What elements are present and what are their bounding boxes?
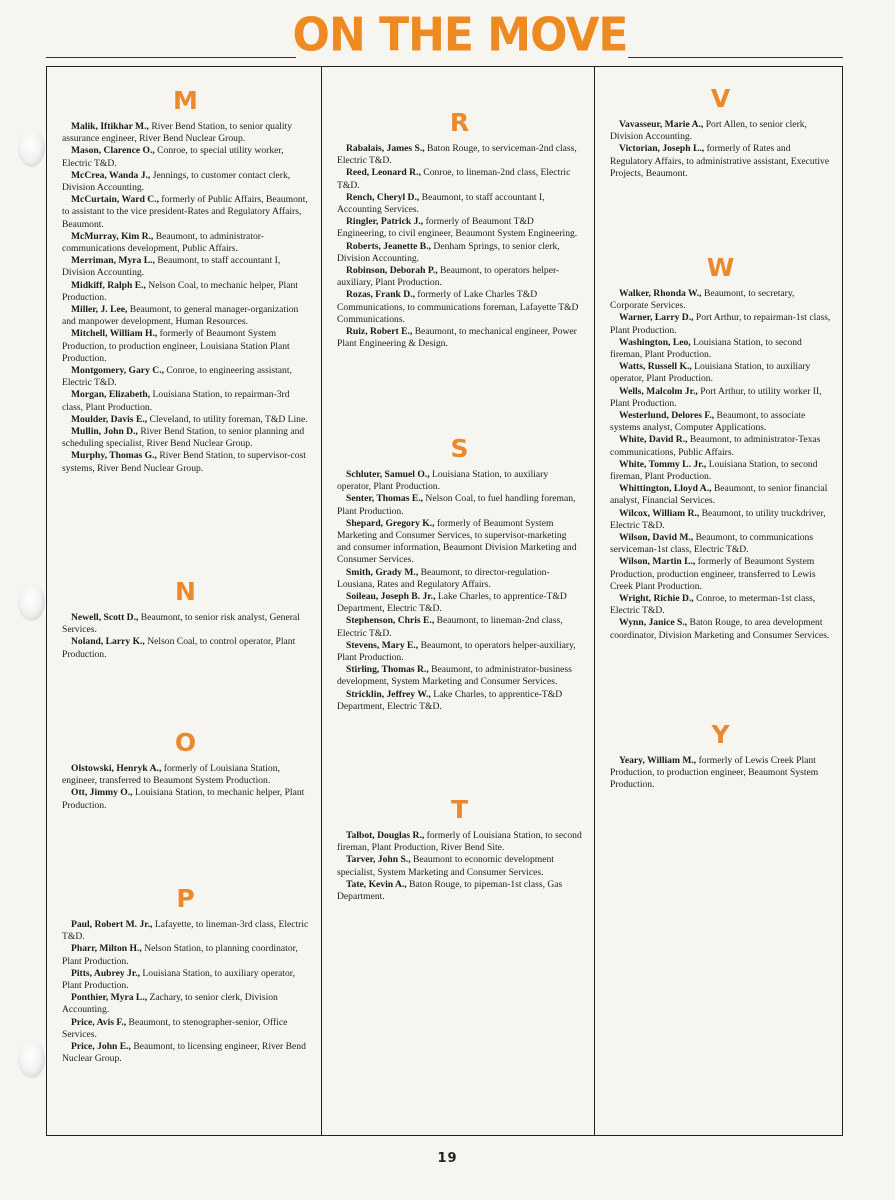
- employee-name: Stephenson, Chris E.,: [346, 615, 435, 627]
- employee-name: Ringler, Patrick J.,: [346, 216, 424, 228]
- employee-name: Montgomery, Gary C.,: [71, 365, 164, 377]
- assignment-text: Baton Rouge, to serviceman-2nd class, Electric T&D.: [337, 143, 577, 167]
- employee-name: Newell, Scott D.,: [71, 612, 139, 623]
- page-title: ON THE MOVE: [292, 8, 628, 63]
- personnel-entry: [337, 216, 582, 240]
- employee-name: Warner, Larry D.,: [619, 312, 694, 324]
- section-R: [337, 109, 582, 350]
- assignment-text: Louisiana Station, to second fireman, Plant Production.: [610, 458, 818, 483]
- assignment-text: Beaumont to economic development specialist, System Marketing and Consumer Services.: [337, 854, 554, 878]
- assignment-text: Beaumont, to administrator-business development, System Marketing and Consumer Services.: [337, 664, 572, 688]
- personnel-entry: [610, 337, 831, 361]
- employee-name: Schluter, Samuel O.,: [346, 469, 430, 480]
- assignment-text: Zachary, to senior clerk, Division Accounting.: [62, 992, 278, 1016]
- assignment-text: Jennings, to customer contact clerk, Division Accounting.: [62, 169, 291, 194]
- personnel-entry: [337, 143, 582, 167]
- assignment-text: Denham Springs, to senior clerk, Division Accounting.: [337, 240, 560, 264]
- assignment-text: Nelson Coal, to control operator, Plant Production.: [62, 636, 296, 660]
- personnel-entry: [62, 365, 309, 389]
- personnel-entry: [62, 1017, 309, 1041]
- personnel-entry: [610, 434, 831, 458]
- assignment-text: Beaumont, to operators helper-auxiliary, Plant Production.: [337, 639, 576, 664]
- section-letter: N: [175, 577, 196, 606]
- personnel-entry: [337, 879, 582, 903]
- assignment-text: Cleveland, to utility foreman, T&D Line.: [147, 413, 308, 425]
- assignment-text: formerly of Beaumont System Production, to production engineer, Louisiana Station Plant Production.: [62, 328, 290, 364]
- employee-name: Midkiff, Ralph E.,: [71, 279, 146, 291]
- personnel-entry: [62, 231, 309, 255]
- header-rule-left: [46, 57, 296, 58]
- employee-name: Olstowski, Henryk A.,: [71, 763, 162, 774]
- employee-name: Price, Avis F.,: [71, 1016, 127, 1028]
- assignment-text: Beaumont, to associate systems analyst, Computer Applications.: [610, 410, 806, 434]
- assignment-text: Louisiana Station, to repairman-3rd class, Plant Production.: [62, 389, 290, 413]
- personnel-entry: [610, 483, 831, 507]
- personnel-entry: [62, 304, 309, 328]
- binder-hole-bottom: [18, 1040, 45, 1078]
- column-2: [321, 66, 594, 1136]
- personnel-entry: [610, 556, 831, 593]
- personnel-entry: [62, 919, 309, 943]
- section-letter: M: [173, 86, 198, 115]
- section-letter: W: [706, 253, 735, 282]
- employee-name: Wynn, Janice S.,: [619, 617, 688, 629]
- assignment-text: Baton Rouge, to area development coordinator, Division Marketing and Consumer Services.: [610, 617, 830, 641]
- section-letter: S: [450, 434, 469, 463]
- employee-name: Morgan, Elizabeth,: [71, 389, 151, 401]
- assignment-text: Lake Charles, to apprentice-T&D Department, Electric T&D.: [337, 591, 567, 615]
- employee-name: Whittington, Lloyd A.,: [619, 483, 712, 495]
- employee-name: Wright, Richie D.,: [619, 593, 694, 605]
- assignment-text: Baton Rouge, to pipeman-1st class, Gas Department.: [337, 878, 563, 903]
- section-letter: R: [449, 108, 470, 137]
- employee-name: Price, John E.,: [71, 1041, 131, 1053]
- assignment-text: Conroe, to lineman-2nd class, Electric T&D.: [337, 167, 571, 191]
- employee-name: Walker, Rhonda W.,: [619, 288, 702, 299]
- personnel-entry: [62, 787, 309, 811]
- personnel-entry: [337, 664, 582, 688]
- employee-name: Moulder, Davis E.,: [71, 413, 148, 425]
- employee-name: Soileau, Joseph B. Jr.,: [346, 591, 436, 603]
- employee-name: Vavasseur, Marie A.,: [619, 119, 704, 130]
- personnel-entry: [62, 389, 309, 413]
- employee-name: Mullin, John D.,: [71, 426, 138, 438]
- employee-name: Talbot, Douglas R.,: [346, 830, 425, 841]
- personnel-entry: [337, 591, 582, 615]
- personnel-entry: [337, 567, 582, 591]
- employee-name: McMurray, Kim R.,: [71, 230, 154, 242]
- employee-name: Malik, Iftikhar M.,: [71, 121, 149, 132]
- personnel-entry: [337, 518, 582, 567]
- assignment-text: formerly of Lake Charles T&D Communications, to communications foreman, Lafayette T&D Communications.: [337, 289, 579, 325]
- assignment-text: Beaumont, to general manager-organization and manpower development, Human Resources.: [62, 304, 299, 328]
- section-W: [610, 254, 831, 642]
- personnel-entry: [337, 493, 582, 517]
- personnel-entry: [62, 121, 309, 145]
- assignment-text: Beaumont, to utility truckdriver, Electric T&D.: [610, 507, 826, 531]
- employee-name: Stricklin, Jeffrey W.,: [346, 688, 431, 700]
- assignment-text: Beaumont, to senior risk analyst, General Services.: [62, 612, 300, 636]
- column-3: [594, 66, 843, 1136]
- employee-name: McCrea, Wanda J.,: [71, 169, 151, 181]
- personnel-entry: [610, 386, 831, 410]
- personnel-entry: [62, 280, 309, 304]
- personnel-entry: [610, 459, 831, 483]
- employee-name: Tarver, John S.,: [346, 854, 411, 866]
- assignment-text: formerly of Louisiana Station, to second fireman, Plant Production, River Bend Site.: [337, 830, 582, 854]
- personnel-entry: [610, 143, 831, 180]
- assignment-text: Louisiana Station, to second fireman, Plant Production.: [610, 336, 802, 361]
- personnel-entry: [62, 328, 309, 365]
- section-M: [62, 87, 309, 475]
- employee-name: Robinson, Deborah P.,: [346, 265, 438, 277]
- binder-hole-middle: [18, 583, 45, 621]
- assignment-text: Beaumont, to staff accountant I, Accounting Services.: [337, 191, 545, 216]
- personnel-entry: [62, 255, 309, 279]
- assignment-text: River Bend Station, to senior planning and scheduling specialist, River Bend Nuclear Group.: [62, 426, 305, 450]
- personnel-entry: [610, 593, 831, 617]
- assignment-text: Conroe, to special utility worker, Electric T&D.: [62, 145, 284, 169]
- employee-name: Pharr, Milton H.,: [71, 943, 142, 955]
- assignment-text: Lake Charles, to apprentice-T&D Department, Electric T&D.: [337, 688, 563, 712]
- personnel-entry: [62, 450, 309, 474]
- employee-name: Ruiz, Robert E.,: [346, 326, 413, 338]
- assignment-text: Conroe, to meterman-1st class, Electric T&D.: [610, 593, 816, 617]
- assignment-text: Port Arthur, to utility worker II, Plant Production.: [610, 385, 822, 409]
- section-N: [62, 578, 309, 661]
- assignment-text: Beaumont, to communications serviceman-1st class, Electric T&D.: [610, 532, 814, 556]
- personnel-entry: [337, 241, 582, 265]
- personnel-entry: [62, 943, 309, 967]
- personnel-entry: [337, 640, 582, 664]
- personnel-entry: [610, 410, 831, 434]
- personnel-entry: [337, 689, 582, 713]
- personnel-entry: [337, 830, 582, 854]
- employee-name: White, David R.,: [619, 434, 688, 446]
- assignment-text: formerly of Beaumont System Marketing and Consumer Services, to supervisor-marketing and consumer information, Beaumont Division Marketing and Consumer Services.: [337, 517, 577, 566]
- personnel-entry: [62, 145, 309, 169]
- employee-name: Pitts, Aubrey Jr.,: [71, 967, 141, 979]
- employee-name: Stirling, Thomas R.,: [346, 664, 429, 676]
- header-rule-right: [628, 57, 843, 58]
- assignment-text: formerly of Louisiana Station, engineer, transferred to Beaumont System Production.: [62, 763, 280, 787]
- section-letter: P: [176, 884, 195, 913]
- personnel-entry: [610, 508, 831, 532]
- assignment-text: Beaumont, to operators helper-auxiliary, Plant Production.: [337, 265, 560, 289]
- employee-name: Senter, Thomas E.,: [346, 493, 424, 505]
- assignment-text: Beaumont, to secretary, Corporate Services.: [610, 288, 795, 312]
- assignment-text: River Bend Station, to supervisor-cost systems, River Bend Nuclear Group.: [62, 450, 306, 474]
- personnel-entry: [62, 194, 309, 231]
- section-P: [62, 885, 309, 1065]
- personnel-entry: [337, 615, 582, 639]
- employee-name: Mason, Clarence O.,: [71, 145, 155, 157]
- personnel-entry: [62, 414, 309, 426]
- personnel-entry: [610, 288, 831, 312]
- personnel-entry: [62, 636, 309, 660]
- employee-name: Mitchell, William H.,: [71, 328, 158, 340]
- assignment-text: Nelson Coal, to fuel handling foreman, Plant Production.: [337, 493, 576, 517]
- personnel-entry: [62, 426, 309, 450]
- binder-hole-top: [18, 129, 45, 167]
- assignment-text: Beaumont, to licensing engineer, River Bend Nuclear Group.: [62, 1041, 306, 1065]
- assignment-text: formerly of Beaumont T&D Engineering, to civil engineer, Beaumont System Engineering.: [337, 216, 578, 240]
- assignment-text: Beaumont, to director-regulation-Lousiana, Rates and Regulatory Affairs.: [337, 566, 550, 590]
- assignment-text: Louisiana Station, to auxiliary operator, Plant Production.: [337, 469, 549, 493]
- personnel-entry: [337, 167, 582, 191]
- personnel-entry: [337, 265, 582, 289]
- column-1: [46, 66, 321, 1136]
- personnel-entry: [62, 612, 309, 636]
- employee-name: McCurtain, Ward C.,: [71, 194, 160, 206]
- employee-name: Roberts, Jeanette B.,: [346, 240, 431, 252]
- employee-name: Washington, Leo,: [619, 336, 691, 348]
- employee-name: Wilson, Martin L.,: [619, 556, 696, 568]
- personnel-entry: [610, 617, 831, 641]
- employee-name: Watts, Russell K.,: [619, 361, 692, 373]
- section-Y: [610, 721, 831, 792]
- section-letter: O: [174, 728, 197, 757]
- assignment-text: Lafayette, to lineman-3rd class, Electric T&D.: [62, 919, 309, 943]
- personnel-entry: [62, 1041, 309, 1065]
- assignment-text: Beaumont, to administrator-communications development, Public Affairs.: [62, 230, 264, 255]
- personnel-entry: [337, 326, 582, 350]
- employee-name: Rozas, Frank D.,: [346, 289, 416, 301]
- personnel-entry: [62, 170, 309, 194]
- employee-name: Miller, J. Lee,: [71, 304, 128, 316]
- section-letter: Y: [711, 720, 730, 749]
- section-V: [610, 85, 831, 180]
- employee-name: Smith, Grady M.,: [346, 566, 419, 578]
- employee-name: Yeary, William M.,: [619, 755, 697, 766]
- personnel-entry: [610, 361, 831, 385]
- section-T: [337, 796, 582, 903]
- employee-name: White, Tommy L. Jr.,: [619, 458, 707, 470]
- employee-name: Victorian, Joseph L.,: [619, 143, 705, 155]
- employee-name: Noland, Larry K.,: [71, 636, 145, 648]
- assignment-text: Louisiana Station, to mechanic helper, Plant Production.: [62, 787, 305, 811]
- personnel-entry: [337, 289, 582, 326]
- employee-name: Murphy, Thomas G.,: [71, 450, 157, 462]
- employee-name: Merriman, Myra L.,: [71, 255, 155, 267]
- assignment-text: Conroe, to engineering assistant, Electric T&D.: [62, 365, 292, 389]
- personnel-entry: [337, 469, 582, 493]
- section-O: [62, 729, 309, 812]
- personnel-entry: [62, 968, 309, 992]
- personnel-entry: [62, 992, 309, 1016]
- assignment-text: formerly of Lewis Creek Plant Production, to production engineer, Beaumont System Production.: [610, 755, 819, 791]
- personnel-entry: [337, 854, 582, 878]
- assignment-text: Beaumont, to staff accountant I, Division Accounting.: [62, 255, 281, 279]
- employee-name: Ponthier, Myra L.,: [71, 992, 148, 1004]
- personnel-entry: [610, 119, 831, 143]
- employee-name: Westerlund, Delores F.,: [619, 410, 715, 422]
- personnel-entry: [610, 312, 831, 336]
- employee-name: Reed, Leonard R.,: [346, 167, 421, 179]
- assignment-text: Port Allen, to senior clerk, Division Accounting.: [610, 119, 807, 143]
- assignment-text: Beaumont, to mechanical engineer, Power Plant Engineering & Design.: [337, 326, 577, 350]
- assignment-text: Louisiana Station, to auxiliary operator, Plant Production.: [62, 967, 295, 992]
- personnel-entry: [62, 763, 309, 787]
- employee-name: Shepard, Gregory K.,: [346, 517, 435, 529]
- assignment-text: Beaumont, to administrator-Texas communications, Public Affairs.: [610, 434, 821, 458]
- assignment-text: Port Arthur, to repairman-1st class, Plant Production.: [610, 312, 831, 336]
- employee-name: Ott, Jimmy O.,: [71, 787, 133, 799]
- assignment-text: Nelson Station, to planning coordinator, Plant Production.: [62, 943, 298, 967]
- section-letter: T: [450, 795, 469, 824]
- section-letter: V: [710, 84, 731, 113]
- employee-name: Stevens, Mary E.,: [346, 639, 419, 651]
- personnel-entry: [337, 192, 582, 216]
- assignment-text: Beaumont, to stenographer-senior, Office Services.: [62, 1016, 288, 1040]
- employee-name: Tate, Kevin A.,: [346, 878, 407, 890]
- employee-name: Rench, Cheryl D.,: [346, 191, 420, 203]
- section-S: [337, 435, 582, 713]
- employee-name: Wells, Malcolm Jr.,: [619, 385, 698, 397]
- employee-name: Rabalais, James S.,: [346, 143, 425, 154]
- assignment-text: Nelson Coal, to mechanic helper, Plant Production.: [62, 279, 298, 303]
- personnel-entry: [610, 532, 831, 556]
- employee-name: Wilcox, William R.,: [619, 507, 700, 519]
- employee-name: Paul, Robert M. Jr.,: [71, 919, 153, 930]
- page-number: 19: [437, 1151, 458, 1166]
- assignment-text: Beaumont, to senior financial analyst, Financial Services.: [610, 483, 828, 507]
- assignment-text: formerly of Beaumont System Production, production engineer, transferred to Lewis Creek Plant Production.: [610, 556, 816, 592]
- assignment-text: Beaumont, to lineman-2nd class, Electric T&D.: [337, 615, 563, 639]
- assignment-text: formerly of Rates and Regulatory Affairs, to administrative assistant, Executive Projects, Beaumont.: [610, 143, 830, 179]
- employee-name: Wilson, David M.,: [619, 532, 694, 544]
- personnel-entry: [610, 755, 831, 792]
- assignment-text: Louisiana Station, to auxiliary operator, Plant Production.: [610, 361, 811, 385]
- assignment-text: River Bend Station, to senior quality assurance engineer, River Bend Nuclear Group.: [62, 121, 293, 145]
- assignment-text: formerly of Public Affairs, Beaumont, to assistant to the vice president-Rates and Regulatory Affairs, Beaumont.: [62, 194, 308, 230]
